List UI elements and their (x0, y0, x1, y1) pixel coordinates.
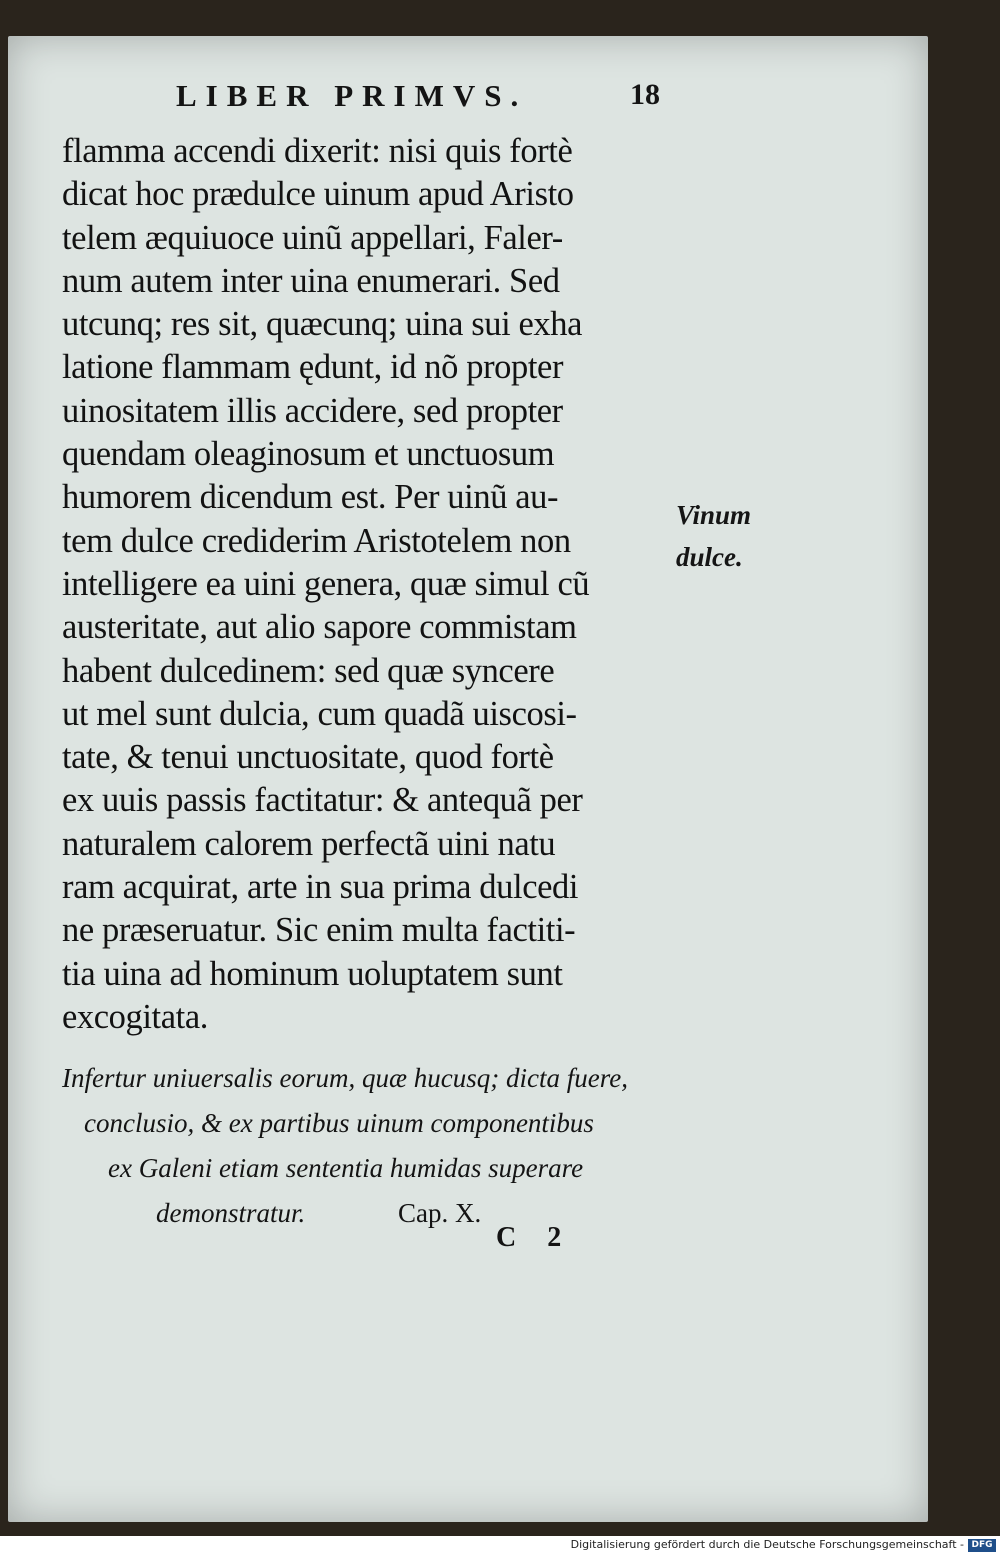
text-line: ram acquirat, arte in sua prima dulcedi (62, 868, 579, 907)
text-line: austeritate, aut alio sapore commistam (62, 608, 577, 647)
footer-bar (0, 1536, 1000, 1556)
chapter-heading-line: Infertur uniuersalis eorum, quæ hucusq; dicta fuere, (62, 1063, 628, 1093)
funding-credit: Digitalisierung gefördert durch die Deutsche Forschungsgemeinschaft - (570, 1538, 964, 1551)
chapter-heading-line: ex Galeni etiam sententia humidas superare (108, 1153, 584, 1183)
text-line: humorem dicendum est. Per uinũ au- (62, 478, 559, 517)
text-line: ne præseruatur. Sic enim multa factiti- (62, 911, 576, 950)
text-line: tate, & tenui unctuositate, quod fortè (62, 738, 554, 777)
chapter-heading-line-last (58, 1191, 668, 1236)
text-line: habent dulcedinem: sed quæ syncere (62, 651, 555, 690)
dfg-logo: DFG (968, 1539, 996, 1552)
text-line: intelligere ea uini genera, quæ simul cũ (62, 564, 590, 603)
text-line: dicat hoc prædulce uinum apud Aristo (62, 175, 574, 214)
chapter-heading (58, 1056, 668, 1236)
text-line: num autem inter uina enumerari. Sed (62, 261, 560, 300)
folio-number: 18 (630, 78, 660, 111)
text-line: tem dulce crediderim Aristotelem non (62, 521, 571, 560)
chapter-number: Cap. X. (398, 1198, 482, 1228)
chapter-heading-line: conclusio, & ex partibus uinum componentibus (84, 1108, 594, 1138)
text-line: telem æquiuoce uinũ appellari, Faler- (62, 218, 563, 257)
text-line: naturalem calorem perfectã uini natu (62, 824, 556, 863)
text-line: utcunq; res sit, quæcunq; uina sui exha (62, 305, 583, 344)
marginal-note (676, 494, 751, 578)
text-line: ex uuis passis factitatur: & antequã per (62, 781, 583, 820)
text-line: excogitata. (62, 997, 208, 1036)
text-line: latione flammam ędunt, id nõ propter (62, 348, 564, 387)
text-line: flamma accendi dixerit: nisi quis fortè (62, 132, 573, 170)
page-header (176, 78, 676, 118)
text-line: quendam oleaginosum et unctuosum (62, 435, 555, 474)
text-line: uinositatem illis accidere, sed propter (62, 391, 563, 430)
text-line: tia uina ad hominum uoluptatem sunt (62, 954, 563, 993)
body-text (62, 130, 672, 1039)
marginal-note-line: Vinum (676, 500, 752, 530)
signature-mark: C 2 (496, 1222, 574, 1253)
running-head: LIBER PRIMVS. (176, 78, 528, 113)
text-line: ut mel sunt dulcia, cum quadã uiscosi- (62, 694, 577, 733)
marginal-note-line: dulce. (676, 542, 743, 572)
chapter-heading-text: demonstratur. (156, 1198, 306, 1228)
